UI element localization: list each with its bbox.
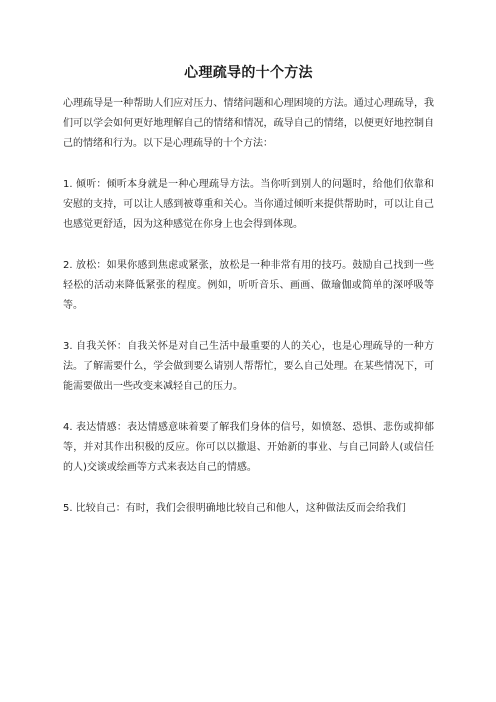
method-2-paragraph: 2. 放松：如果你感到焦虑或紧张，放松是一种非常有用的技巧。鼓励自己找到一些轻松的活动来降低紧张的程度。例如，听听音乐、画画、做瑜伽或简单的深呼吸等等。 [63,260,434,311]
method-5-paragraph: 5. 比较自己：有时，我们会很明确地比较自己和他人，这种做法反而会给我们 [63,503,406,514]
method-1-paragraph: 1. 倾听：倾听本身就是一种心理疏导方法。当你听到别人的问题时，给他们依靠和安慰的支持，可以让人感到被尊重和关心。当你通过倾听来提供帮助时，可以让自己也感觉更舒适，因为这种感觉在你身上也会得到体现。 [63,179,434,230]
intro-paragraph: 心理疏导是一种帮助人们应对压力、情绪问题和心理困境的方法。通过心理疏导，我们可以学会如何更好地理解自己的情绪和情况，疏导自己的情绪，以便更好地控制自己的情绪和行为。以下是心理疏导的十个方法： [63,98,434,149]
document-title: 心理疏导的十个方法 [184,65,313,81]
method-3-paragraph: 3. 自我关怀：自我关怀是对自己生活中最重要的人的关心，也是心理疏导的一种方法。了解需要什么，学会做到要么请别人帮帮忙，要么自己处理。在某些情况下，可能需要做出一些改变来减轻自己的压力。 [63,341,434,392]
method-4-paragraph: 4. 表达情感：表达情感意味着要了解我们身体的信号，如愤怒、恐惧、悲伤或抑郁等，并对其作出积极的反应。你可以以撤退、开始新的事业、与自己同龄人(或信任的人)交谈或绘画等方式来表达自己的情感。 [63,422,434,473]
